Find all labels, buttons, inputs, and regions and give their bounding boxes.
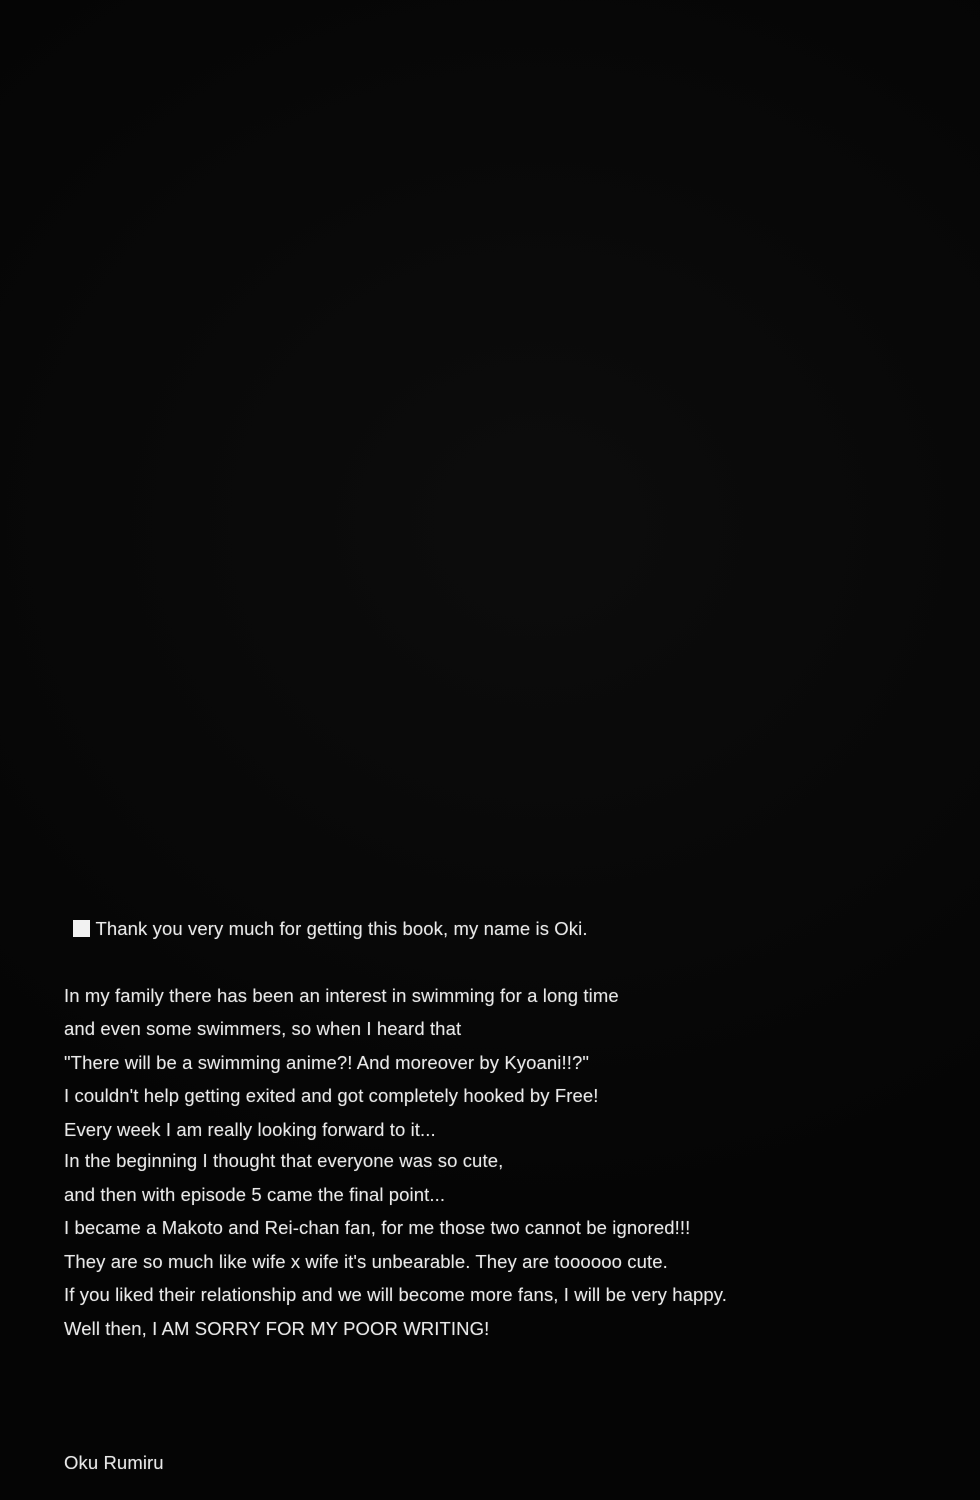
afterword-line: Every week I am really looking forward to it... [64,1118,436,1140]
afterword-line: Well then, I AM SORRY FOR MY POOR WRITING! [64,1317,490,1339]
afterword-paragraph-2 [64,1144,727,1345]
afterword-line: I couldn't help getting exited and got completely hooked by Free! [64,1085,599,1106]
afterword-line: In the beginning I thought that everyone was so cute, [64,1150,504,1171]
afterword-line: They are so much like wife x wife it's unbearable. They are toooooo cute. [64,1250,668,1272]
afterword-line: In my family there has been an interest in swimming for a long time [64,984,619,1006]
afterword-paragraph-1 [42,878,619,1146]
afterword-line: I became a Makoto and Rei-chan fan, for me those two cannot be ignored!!! [64,1217,691,1238]
afterword-line [42,878,619,979]
author-signature [64,1446,164,1480]
author-name: Oku Rumiru [64,1452,164,1473]
afterword-line: and even some swimmers, so when I heard that [64,1018,462,1039]
afterword-line: "There will be a swimming anime?! And moreover by Kyoani!!?" [64,1051,590,1073]
afterword-line: If you liked their relationship and we will become more fans, I will be very happy. [64,1284,727,1305]
afterword-line-text: Thank you very much for getting this book, my name is Oki. [95,917,588,939]
afterword-line: and then with episode 5 came the final point... [64,1183,446,1205]
square-bullet-icon [73,920,90,937]
